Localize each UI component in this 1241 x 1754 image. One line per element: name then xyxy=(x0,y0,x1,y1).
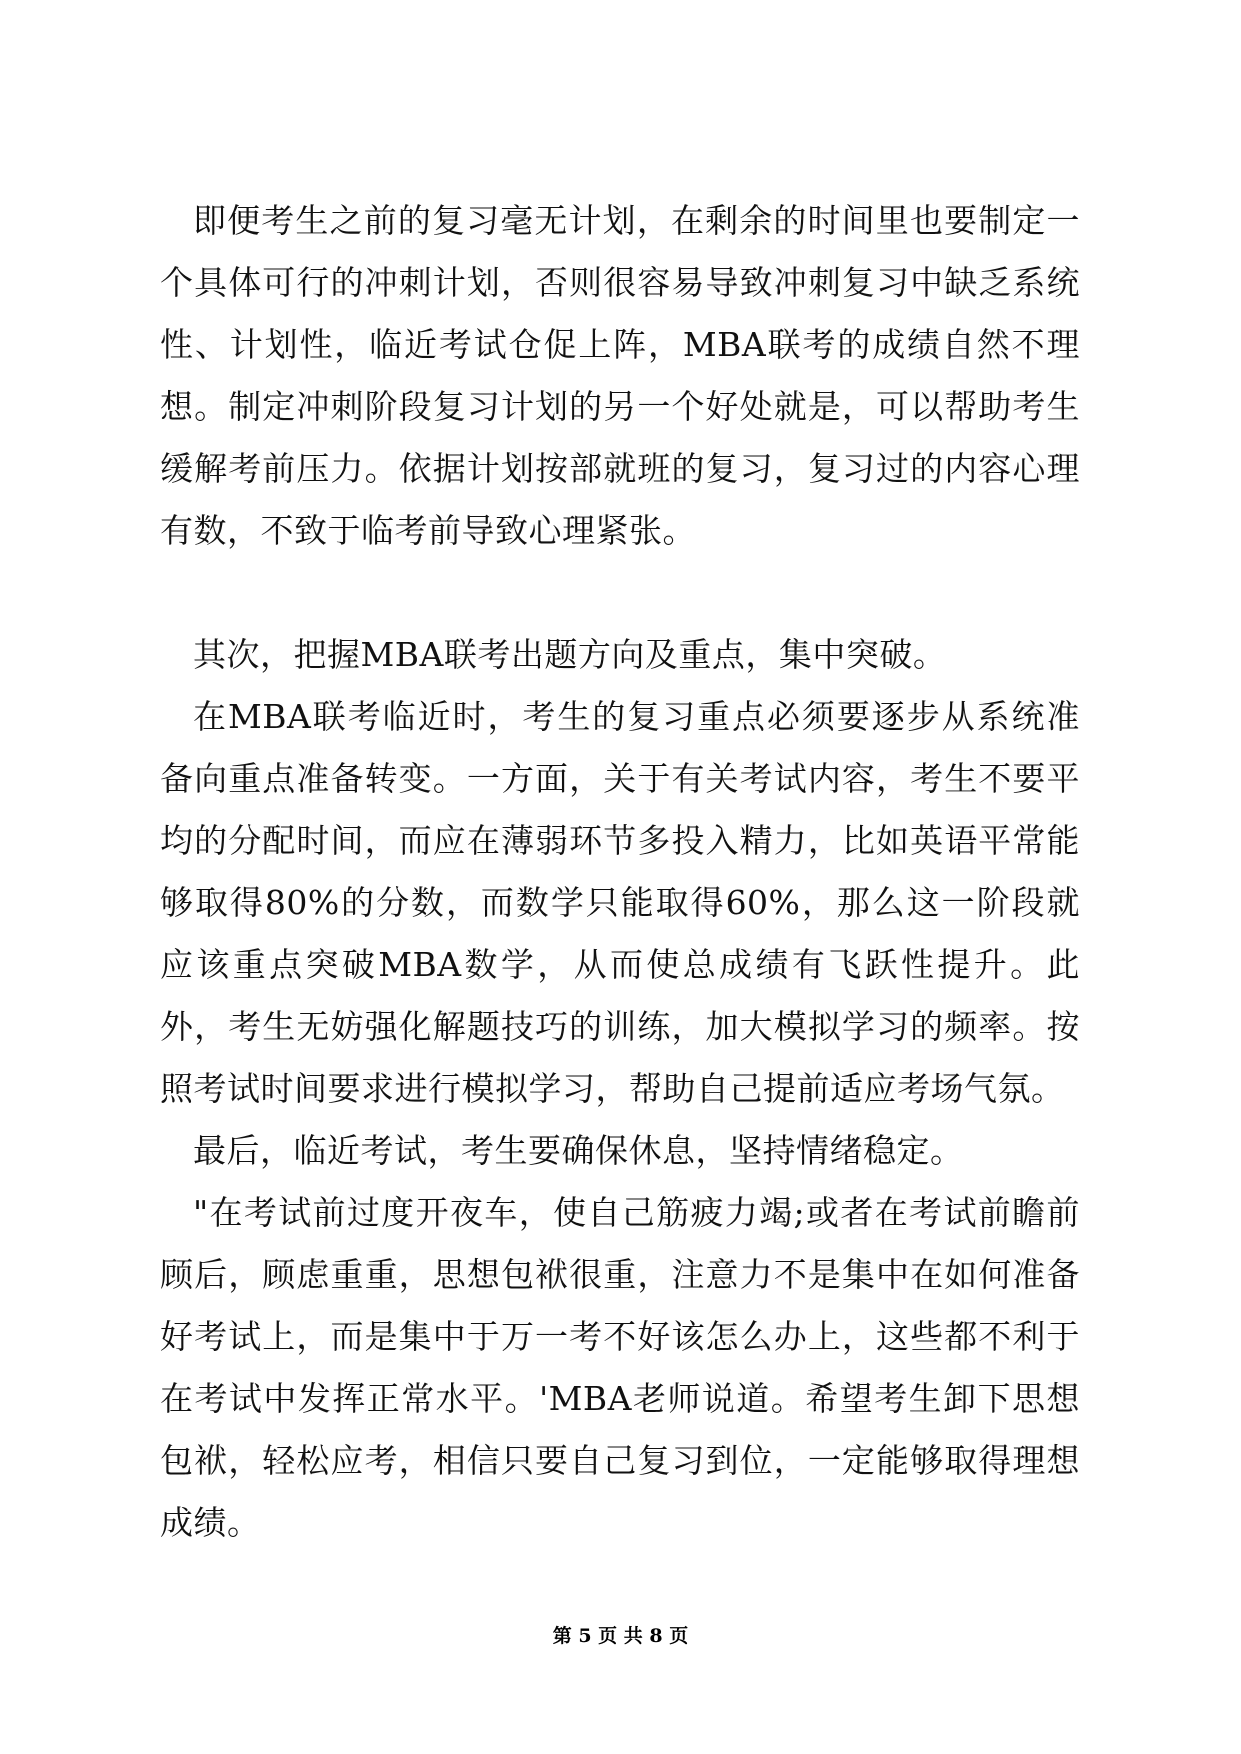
paragraph-second-point: 其次，把握MBA联考出题方向及重点，集中突破。 xyxy=(193,635,947,674)
paragraph-gap xyxy=(160,562,1080,624)
paragraph-teacher-quote: "在考试前过度开夜车，使自己筋疲力竭;或者在考试前瞻前顾后，顾虑重重，思想包袱很重，注意力不是集中在如何准备好考试上，而是集中于万一考不好该怎么办上，这些都不利于在考试中发挥正常水平。'MBA老师说道。希望考生卸下思想包袱，轻松应考，相信只要自己复习到位，一定能够取得理想成绩。 xyxy=(160,1193,1080,1542)
document-body xyxy=(160,190,1080,1554)
paragraph-focus: 在MBA联考临近时，考生的复习重点必须要逐步从系统准备向重点准备转变。一方面，关于有关考试内容，考生不要平均的分配时间，而应在薄弱环节多投入精力，比如英语平常能够取得80%的分数，而数学只能取得60%，那么这一阶段就应该重点突破MBA数学，从而使总成绩有飞跃性提升。此外，考生无妨强化解题技巧的训练，加大模拟学习的频率。按照考试时间要求进行模拟学习，帮助自己提前适应考场气氛。 xyxy=(160,697,1080,1108)
paragraph-final-point: 最后，临近考试，考生要确保休息，坚持情绪稳定。 xyxy=(193,1131,964,1170)
paragraph-plan: 即便考生之前的复习毫无计划，在剩余的时间里也要制定一个具体可行的冲刺计划，否则很容易导致冲刺复习中缺乏系统性、计划性，临近考试仓促上阵，MBA联考的成绩自然不理想。制定冲刺阶段复习计划的另一个好处就是，可以帮助考生缓解考前压力。依据计划按部就班的复习，复习过的内容心理有数，不致于临考前导致心理紧张。 xyxy=(160,201,1080,550)
page-number-footer: 第 5 页 共 8 页 xyxy=(552,1625,689,1647)
